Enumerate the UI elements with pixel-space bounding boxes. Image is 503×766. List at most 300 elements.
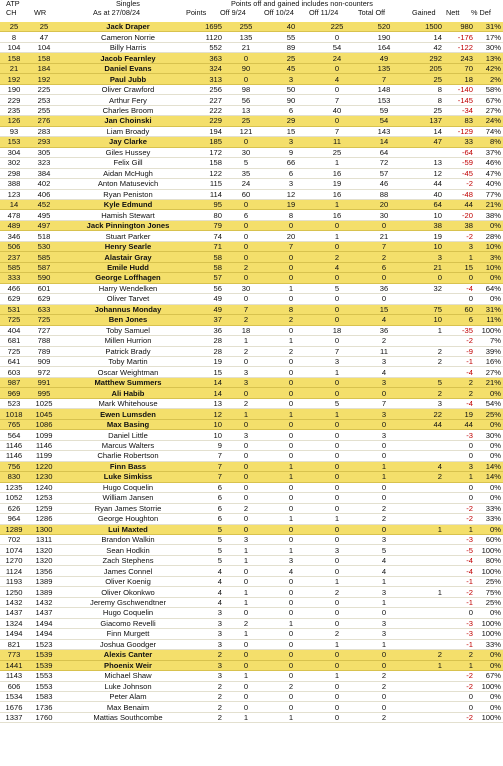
table-row (0, 336, 503, 346)
total-off-cell: 59 (360, 105, 408, 115)
off-1024-cell: 1 (268, 712, 314, 722)
points-cell: 6 (196, 514, 224, 524)
total-off-cell: 1 (360, 597, 408, 607)
player-name: Jay Clarke (60, 137, 196, 147)
off-924-cell: 0 (224, 461, 268, 471)
ch-cell: 1052 (0, 493, 28, 503)
player-name: George Houghton (60, 514, 196, 524)
player-name: Michael Shaw (60, 671, 196, 681)
player-name: Ryan James Storrie (60, 503, 196, 513)
wr-cell: 402 (28, 179, 60, 189)
wr-cell: 1230 (28, 472, 60, 482)
ch-cell: 25 (0, 22, 28, 32)
player-name: Mattias Southcombe (60, 712, 196, 722)
gained-cell (408, 681, 444, 691)
off-924-cell: 0 (224, 273, 268, 283)
table-row (0, 514, 503, 524)
ch-cell: 229 (0, 95, 28, 105)
pct-def-cell: 38% (475, 210, 503, 220)
table-row (0, 53, 503, 63)
table-row (0, 545, 503, 555)
ch-cell: 466 (0, 283, 28, 293)
wr-cell: 158 (28, 53, 60, 63)
off-1124-cell: 0 (314, 650, 360, 660)
off-1024-cell: 0 (268, 524, 314, 534)
off-1024-cell: 2 (268, 315, 314, 325)
points-cell: 172 (196, 147, 224, 157)
player-name: Cameron Norrie (60, 32, 196, 42)
wr-cell: 1736 (28, 702, 60, 712)
ch-cell: 14 (0, 199, 28, 209)
off-1024-cell: 19 (268, 199, 314, 209)
player-name: Ben Jones (60, 315, 196, 325)
off-924-cell: 0 (224, 660, 268, 670)
off-1024-cell: 0 (268, 440, 314, 450)
player-name: Ryan Peniston (60, 189, 196, 199)
off-1024-cell: 25 (268, 53, 314, 63)
table-row (0, 650, 503, 660)
off-924-cell: 7 (224, 304, 268, 314)
off-1024-cell: 0 (268, 294, 314, 304)
pct-def-cell: 100% (475, 712, 503, 722)
gained-cell: 10 (408, 210, 444, 220)
ch-cell: 725 (0, 346, 28, 356)
nett-cell: 18 (444, 74, 475, 84)
nett-cell: -4 (444, 398, 475, 408)
ch-cell: 478 (0, 210, 28, 220)
table-row (0, 74, 503, 84)
off-1124-cell: 0 (314, 336, 360, 346)
points-cell: 158 (196, 158, 224, 168)
ch-cell: 606 (0, 681, 28, 691)
player-name: Hamish Stewart (60, 210, 196, 220)
off-924-cell: 0 (224, 639, 268, 649)
off-1124-cell: 0 (314, 712, 360, 722)
total-off-cell: 1 (360, 576, 408, 586)
off-1124-cell: 3 (314, 545, 360, 555)
off-1124-cell: 4 (314, 74, 360, 84)
off-924-cell: 0 (224, 681, 268, 691)
total-off-cell: 3 (360, 377, 408, 387)
gained-cell: 32 (408, 283, 444, 293)
wr-cell: 497 (28, 220, 60, 230)
off-1024-cell: 0 (268, 639, 314, 649)
nett-cell: 1 (444, 660, 475, 670)
wr-cell: 1025 (28, 398, 60, 408)
off-924-cell: 24 (224, 179, 268, 189)
off-1024-cell: 0 (268, 377, 314, 387)
ch-cell: 333 (0, 273, 28, 283)
off-1024-cell: 45 (268, 63, 314, 73)
wr-cell: 909 (28, 357, 60, 367)
off-924-cell: 0 (224, 388, 268, 398)
wr-cell: 972 (28, 367, 60, 377)
points-cell: 15 (196, 367, 224, 377)
ch-cell: 388 (0, 179, 28, 189)
off-924-cell: 0 (224, 53, 268, 63)
player-name: Toby Martin (60, 357, 196, 367)
nett-cell: 0 (444, 692, 475, 702)
pct-def-cell: 21% (475, 199, 503, 209)
table-row (0, 566, 503, 576)
nett-cell: 0 (444, 702, 475, 712)
total-off-cell: 2 (360, 252, 408, 262)
points-cell: 2 (196, 712, 224, 722)
wr-cell: 1356 (28, 566, 60, 576)
gained-cell: 38 (408, 220, 444, 230)
off-1124-cell: 54 (314, 42, 360, 52)
table-row (0, 199, 503, 209)
total-off-cell: 0 (360, 451, 408, 461)
nett-cell: -2 (444, 231, 475, 241)
points-cell: 222 (196, 105, 224, 115)
off-1024-cell: 6 (268, 168, 314, 178)
ch-cell: 564 (0, 430, 28, 440)
off-1024-cell: 0 (268, 388, 314, 398)
points-cell: 6 (196, 503, 224, 513)
off-1124-cell: 7 (314, 126, 360, 136)
pct-def-cell: 46% (475, 158, 503, 168)
wr-cell: 1259 (28, 503, 60, 513)
gained-cell (408, 534, 444, 544)
wr-cell: 305 (28, 147, 60, 157)
table-row (0, 377, 503, 387)
wr-cell: 104 (28, 42, 60, 52)
table-row (0, 42, 503, 52)
nett-cell: -4 (444, 367, 475, 377)
total-off-cell: 49 (360, 53, 408, 63)
ch-cell: 1193 (0, 576, 28, 586)
nett-cell: 0 (444, 608, 475, 618)
off-1124-cell: 16 (314, 168, 360, 178)
total-off-cell: 72 (360, 158, 408, 168)
gained-cell: 1 (408, 660, 444, 670)
player-name: Felix Gill (60, 158, 196, 168)
table-row (0, 22, 503, 32)
off-1124-cell: 0 (314, 493, 360, 503)
player-name: Daniel Little (60, 430, 196, 440)
atp-label: ATP (6, 0, 20, 8)
player-name: Joshua Goodger (60, 639, 196, 649)
gained-cell: 12 (408, 168, 444, 178)
off-1024-cell: 0 (268, 534, 314, 544)
off-1024-cell: 0 (268, 671, 314, 681)
wr-cell: 225 (28, 84, 60, 94)
total-off-cell: 3 (360, 618, 408, 628)
nett-cell: -4 (444, 555, 475, 565)
ch-cell: 489 (0, 220, 28, 230)
player-name: Liam Broady (60, 126, 196, 136)
pct-def-cell: 24% (475, 116, 503, 126)
total-off-cell: 190 (360, 32, 408, 42)
off-924-cell: 1 (224, 597, 268, 607)
off-1024-cell: 40 (268, 22, 314, 32)
points-cell: 2 (196, 692, 224, 702)
off-1024-cell: 55 (268, 32, 314, 42)
table-row (0, 587, 503, 597)
player-name: Kyle Edmund (60, 199, 196, 209)
off-1024-column-header: Off 10/24 (264, 8, 294, 17)
ch-cell: 298 (0, 168, 28, 178)
wr-cell: 323 (28, 158, 60, 168)
off-924-cell: 18 (224, 325, 268, 335)
points-cell: 5 (196, 534, 224, 544)
ch-cell: 8 (0, 32, 28, 42)
gained-cell: 1 (408, 587, 444, 597)
gained-cell (408, 514, 444, 524)
pct-def-cell: 40% (475, 179, 503, 189)
nett-cell: -4 (444, 566, 475, 576)
wr-cell: 452 (28, 199, 60, 209)
gained-cell: 10 (408, 315, 444, 325)
off-924-cell: 0 (224, 692, 268, 702)
table-row (0, 147, 503, 157)
player-name: Stuart Parker (60, 231, 196, 241)
nett-cell: -176 (444, 32, 475, 42)
off-1024-cell: 0 (268, 398, 314, 408)
off-924-cell: 13 (224, 105, 268, 115)
nett-cell: 0 (444, 482, 475, 492)
wr-cell: 1539 (28, 660, 60, 670)
nett-cell: -20 (444, 210, 475, 220)
wr-cell: 1146 (28, 440, 60, 450)
wr-cell: 995 (28, 388, 60, 398)
nett-cell: 83 (444, 116, 475, 126)
points-cell: 49 (196, 304, 224, 314)
off-1024-cell: 0 (268, 220, 314, 230)
table-row (0, 671, 503, 681)
off-1024-cell: 12 (268, 189, 314, 199)
total-off-cell: 0 (360, 692, 408, 702)
table-row (0, 608, 503, 618)
total-off-cell: 2 (360, 514, 408, 524)
points-cell: 28 (196, 346, 224, 356)
ch-cell: 123 (0, 189, 28, 199)
off-1024-cell: 0 (268, 608, 314, 618)
wr-cell: 1494 (28, 618, 60, 628)
total-off-cell: 4 (360, 555, 408, 565)
wr-cell: 293 (28, 137, 60, 147)
off-924-cell: 2 (224, 618, 268, 628)
points-cell: 5 (196, 545, 224, 555)
table-row (0, 618, 503, 628)
off-924-cell: 3 (224, 367, 268, 377)
off-1124-cell: 2 (314, 587, 360, 597)
off-1024-cell: 0 (268, 702, 314, 712)
nett-cell: 1 (444, 252, 475, 262)
wr-cell: 1311 (28, 534, 60, 544)
table-row (0, 639, 503, 649)
off-1124-cell: 0 (314, 534, 360, 544)
nett-cell: 980 (444, 22, 475, 32)
total-off-cell: 0 (360, 273, 408, 283)
points-cell: 4 (196, 576, 224, 586)
wr-cell: 1437 (28, 608, 60, 618)
points-cell: 9 (196, 440, 224, 450)
pct-def-cell: 67% (475, 671, 503, 681)
gained-cell: 8 (408, 95, 444, 105)
total-off-cell: 143 (360, 126, 408, 136)
nett-cell: -122 (444, 42, 475, 52)
off-1024-cell: 0 (268, 325, 314, 335)
player-name: Anton Matusevich (60, 179, 196, 189)
pct-def-cell: 14% (475, 472, 503, 482)
player-name: Jeremy Gschwendtner (60, 597, 196, 607)
pct-def-cell: 100% (475, 629, 503, 639)
points-cell: 185 (196, 137, 224, 147)
nett-cell: -3 (444, 629, 475, 639)
points-cell: 49 (196, 294, 224, 304)
ch-cell: 629 (0, 294, 28, 304)
points-cell: 256 (196, 84, 224, 94)
total-off-cell: 36 (360, 325, 408, 335)
table-row (0, 241, 503, 251)
points-cell: 363 (196, 53, 224, 63)
off-924-cell: 2 (224, 262, 268, 272)
off-924-cell: 98 (224, 84, 268, 94)
off-1124-cell: 1 (314, 231, 360, 241)
off-1124-cell: 0 (314, 472, 360, 482)
off-924-cell: 1 (224, 555, 268, 565)
off-1024-cell: 3 (268, 74, 314, 84)
wr-cell: 1300 (28, 524, 60, 534)
total-off-cell: 1 (360, 639, 408, 649)
total-off-cell: 11 (360, 346, 408, 356)
gained-cell: 1 (408, 524, 444, 534)
player-name: Aidan McHugh (60, 168, 196, 178)
points-cell: 552 (196, 42, 224, 52)
table-row (0, 231, 503, 241)
ch-cell: 126 (0, 116, 28, 126)
ch-cell: 153 (0, 137, 28, 147)
pct-def-cell: 28% (475, 231, 503, 241)
pct-def-cell: 2% (475, 74, 503, 84)
off-924-cell: 2 (224, 503, 268, 513)
gained-cell (408, 597, 444, 607)
off-1024-cell: 20 (268, 231, 314, 241)
pct-def-cell: 16% (475, 357, 503, 367)
gained-cell: 0 (408, 273, 444, 283)
points-column-header: Points (186, 8, 207, 17)
off-1124-cell: 0 (314, 32, 360, 42)
player-name: Jack Draper (60, 22, 196, 32)
off-924-cell: 0 (224, 231, 268, 241)
off-924-cell: 0 (224, 74, 268, 84)
gained-cell (408, 566, 444, 576)
gained-cell (408, 482, 444, 492)
off-1024-cell: 0 (268, 692, 314, 702)
off-924-cell: 30 (224, 283, 268, 293)
table-row (0, 629, 503, 639)
ch-cell: 585 (0, 262, 28, 272)
ch-cell: 964 (0, 514, 28, 524)
ch-cell: 1124 (0, 566, 28, 576)
table-row (0, 210, 503, 220)
gained-cell: 8 (408, 84, 444, 94)
pct-def-cell: 37% (475, 147, 503, 157)
off-1124-cell: 0 (314, 608, 360, 618)
table-row (0, 179, 503, 189)
off-1024-cell: 0 (268, 451, 314, 461)
wr-cell: 725 (28, 315, 60, 325)
pct-def-cell: 67% (475, 95, 503, 105)
table-row (0, 692, 503, 702)
points-cell: 2 (196, 681, 224, 691)
ch-cell: 1676 (0, 702, 28, 712)
off-1024-cell: 8 (268, 210, 314, 220)
gained-cell (408, 702, 444, 712)
player-name: Luke Simkiss (60, 472, 196, 482)
off-1024-cell: 0 (268, 576, 314, 586)
gained-cell (408, 367, 444, 377)
points-cell: 79 (196, 220, 224, 230)
off-1024-cell: 0 (268, 252, 314, 262)
total-off-cell: 7 (360, 398, 408, 408)
ch-cell: 1143 (0, 671, 28, 681)
total-off-cell: 5 (360, 545, 408, 555)
gained-column-header: Gained (412, 8, 436, 17)
points-cell: 115 (196, 179, 224, 189)
wr-cell: 255 (28, 105, 60, 115)
off-1024-cell: 0 (268, 367, 314, 377)
off-1124-cell: 0 (314, 555, 360, 565)
pct-def-cell: 0% (475, 451, 503, 461)
ch-cell: 626 (0, 503, 28, 513)
player-name: Matthew Summers (60, 377, 196, 387)
table-row (0, 482, 503, 492)
nett-cell: -1 (444, 357, 475, 367)
table-row (0, 357, 503, 367)
pct-def-cell: 33% (475, 503, 503, 513)
nett-cell: -5 (444, 545, 475, 555)
off-1024-cell: 29 (268, 116, 314, 126)
off-1024-cell: 0 (268, 357, 314, 367)
table-row (0, 440, 503, 450)
ch-cell: 1441 (0, 660, 28, 670)
total-off-cell: 0 (360, 660, 408, 670)
player-name: Millen Hurrion (60, 336, 196, 346)
gained-cell: 1500 (408, 22, 444, 32)
total-off-cell: 153 (360, 95, 408, 105)
nett-cell: -48 (444, 189, 475, 199)
nett-cell: -9 (444, 346, 475, 356)
off-1124-cell: 25 (314, 147, 360, 157)
player-name: Oliver Crawford (60, 84, 196, 94)
off-1024-cell: 9 (268, 147, 314, 157)
gained-cell (408, 712, 444, 722)
total-off-cell: 6 (360, 262, 408, 272)
off-1024-cell: 1 (268, 514, 314, 524)
gained-cell: 44 (408, 179, 444, 189)
points-cell: 19 (196, 357, 224, 367)
player-name: Paul Jubb (60, 74, 196, 84)
off-924-cell: 3 (224, 534, 268, 544)
points-cell: 5 (196, 555, 224, 565)
total-off-cell: 57 (360, 168, 408, 178)
points-cell: 36 (196, 325, 224, 335)
points-cell: 56 (196, 283, 224, 293)
total-off-cell: 15 (360, 304, 408, 314)
points-cell: 7 (196, 461, 224, 471)
gained-cell: 3 (408, 252, 444, 262)
off-1124-cell: 0 (314, 315, 360, 325)
pct-def-cell: 64% (475, 283, 503, 293)
pct-def-cell: 13% (475, 53, 503, 63)
pct-def-cell: 27% (475, 105, 503, 115)
total-off-cell: 3 (360, 534, 408, 544)
table-row (0, 660, 503, 670)
ch-cell: 756 (0, 461, 28, 471)
